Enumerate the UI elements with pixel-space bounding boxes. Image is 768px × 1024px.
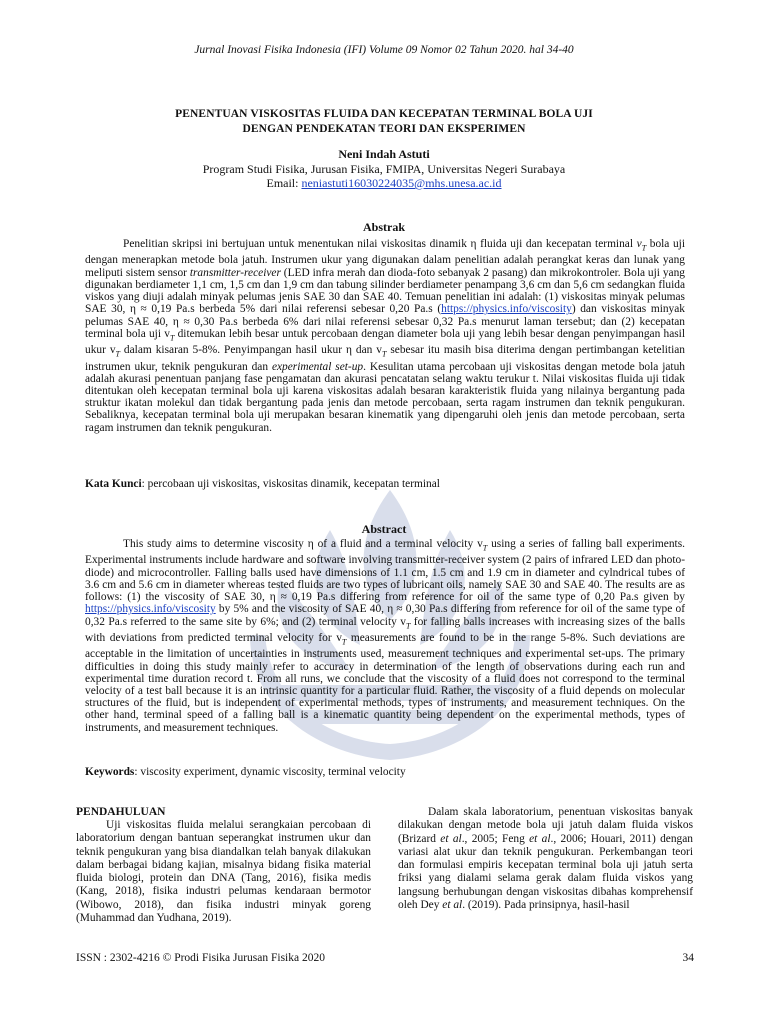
page-footer	[76, 952, 694, 964]
email-link[interactable]: neniastuti16030224035@mhs.unesa.ac.id	[301, 176, 502, 190]
author-email-line	[60, 176, 708, 191]
title-line-1: PENENTUAN VISKOSITAS FLUIDA DAN KECEPATAN TERMINAL BOLA UJI	[175, 108, 593, 120]
title-line-2: DENGAN PENDEKATAN TEORI DAN EKSPERIMEN	[242, 123, 526, 135]
pendahuluan-left-text: Uji viskositas fluida melalui serangkaian percobaan di laboratorium dengan bantuan seperangkat instrumen ukur dan teknik pengukuran yang bisa diandalkan telah banyak dilakukan dalam berbagai bidang kajian, misalnya bidang fisika material fluida biologi, protein dan DNA (Tang, 2016), fisika medis (Kang, 2018), fisika industri pelumas kendaraan bermotor (Wibowo, 2018), dan fisika industri minyak goreng (Muhammad dan Yudhana, 2019).	[76, 819, 371, 925]
abstract-text: This study aims to determine viscosity η of a fluid and a terminal velocity $v_T$ using a series of falling ball experiments. Experimental instruments include hardware and software involving transmitter-receiver system (2 pairs of infrared LED dan photo-diode) and microcontroller. Falling balls used have dimensions of 1.1 cm, 1.5 cm and 1.9 cm in diameter and cylndrical tubes of 3.6 cm and 5.6 cm in diameter whereas tested fluids are two types of lubricant oils, namely SAE 30 and SAE 40. The results are as follows: (1) the viscosity of SAE 30, η ≈ 0,19 Pa.s differing from reference for oil of the same type of 0,20 Pa.s given by https://physics.info/viscosity by 5% and the viscosity of SAE 40, η ≈ 0,30 Pa.s differing from reference for oil of the same type of 0,32 Pa.s referred to the same site by 6%; and (2) terminal velocity $v_T$ for falling balls increases with increasing sizes of the balls with deviations from predicted terminal velocity for $v_T$ measurements are found to be in the range 5-8%. Such deviations are acceptable in the limitation of uncertainties in instruments used, measurement techniques and experimental set-ups. The primary difficulties in doing this study mainly refer to accuracy in determination of the length of observations during each run and experimental time duration record t. From all runs, we conclude that the viscosity of a fluid does not correspond to the terminal velocity of a test ball because it is an intrinsic quantity for a particular fluid. Rather, the viscosity of a fluid depends on molecular structures of the fluid, but is independent of experimental methods, types of instruments, and measurement techniques. On the other hand, terminal speed of a falling ball is a kinematic quantity being dependent on the experimental methods, types of instruments, and measurement techniques.	[85, 538, 685, 734]
abstract-viscosity-link[interactable]: https://physics.info/viscosity	[85, 603, 216, 616]
page-number: 34	[682, 952, 694, 964]
abstrak-viscosity-link[interactable]: https://physics.info/viscosity	[441, 303, 572, 316]
keywords: Keywords: viscosity experiment, dynamic viscosity, terminal velocity	[85, 766, 406, 778]
pendahuluan-right-text: Dalam skala laboratorium, penentuan viskositas banyak dilakukan dengan metode bola uji jatuh dalam fluida viskos (Brizard et al., 2005; Feng et al., 2006; Houari, 2011) dengan variasi alat ukur dan teknik pengukuran. Perkembangan teori dan formulasi empiris kecepatan terminal bola uji jatuh serta friksi yang dialami selama gerak dalam fluida viskos yang langsung berhubungan dengan viskositas dibahas komprehensif oleh Dey et al. (2019). Pada prinsipnya, hasil-hasil	[398, 806, 694, 912]
kata-kunci: Kata Kunci: percobaan uji viskositas, viskositas dinamik, kecepatan terminal	[85, 478, 440, 490]
pendahuluan-heading: PENDAHULUAN	[76, 806, 166, 818]
pendahuluan-left-column	[76, 806, 371, 925]
email-label: Email:	[266, 176, 302, 190]
pendahuluan-right-column	[398, 806, 693, 912]
author-affiliation: Program Studi Fisika, Jurusan Fisika, FMIPA, Universitas Negeri Surabaya	[202, 161, 566, 176]
paper-title	[60, 107, 708, 137]
abstrak-text: Penelitian skripsi ini bertujuan untuk menentukan nilai viskositas dinamik η fluida uji dan kecepatan terminal $v_T$ bola uji dengan menerapkan metode bola jatuh. Instrumen ukur yang digunakan dalam penelitian adalah perangkat keras dan lunak yang meliputi sistem sensor transmitter-receiver (LED infra merah dan dioda-foto sebanyak 2 pasang) dan mikrokontroler. Bola uji yang digunakan berdiameter 1,1 cm, 1,5 cm dan 1,9 cm dan tabung silinder berdiameter penampang 3,6 cm dan 5,6 cm sedangkan fluida viskos yang diuji adalah minyak pelumas jenis SAE 30 dan SAE 40. Temuan penelitian ini adalah: (1) viskositas minyak pelumas SAE 30, η ≈ 0,19 Pa.s berbeda 5% dari nilai referensi sebesar 0,20 Pa.s (https://physics.info/viscosity) dan viskositas minyak pelumas SAE 40, η ≈ 0,30 Pa.s berbeda 6% dari nilai referensi sebesar 0,32 Pa.s menurut laman tersebut; dan (2) kecepatan terminal bola uji $v_T$ ditemukan lebih besar untuk percobaan dengan diameter bola uji yang lebih besar dengan penyimpangan hasil ukur $v_T$ dalam kisaran 5-8%. Penyimpangan hasil ukur η dan $v_T$ sebesar itu masih bisa diterima dengan pertimbangan ketelitian instrumen ukur, teknik pengukuran dan experimental set-up. Kesulitan utama percobaan uji viskositas dengan metode bola jatuh adalah akurasi penentuan panjang fase pengamatan dan akurasi pencatatan selang waktu terukur t. Nilai viskositas fluida uji tidak ditentukan oleh kecepatan terminal bola uji karena viskositas adalah besaran karakteristik fluida yang nilainya bergantung pada struktur ikatan molekul dan tidak bergantung pada jenis dan metode percobaan, serta ragam instrumen dan teknik pengukuran. Sebaliknya, kecepatan terminal bola uji merupakan besaran kinematik yang dipengaruhi oleh jenis dan metode percobaan, serta ragam instrumen dan teknik pengukuran.	[85, 238, 686, 434]
abstract-heading: Abstract	[361, 522, 407, 536]
author-block	[60, 147, 708, 191]
author-name: Neni Indah Astuti	[338, 147, 430, 161]
journal-header: Jurnal Inovasi Fisika Indonesia (IFI) Volume 09 Nomor 02 Tahun 2020. hal 34-40	[194, 44, 574, 56]
issn-text: ISSN : 2302-4216 © Prodi Fisika Jurusan Fisika 2020	[76, 952, 325, 964]
abstrak-heading: Abstrak	[362, 220, 405, 234]
